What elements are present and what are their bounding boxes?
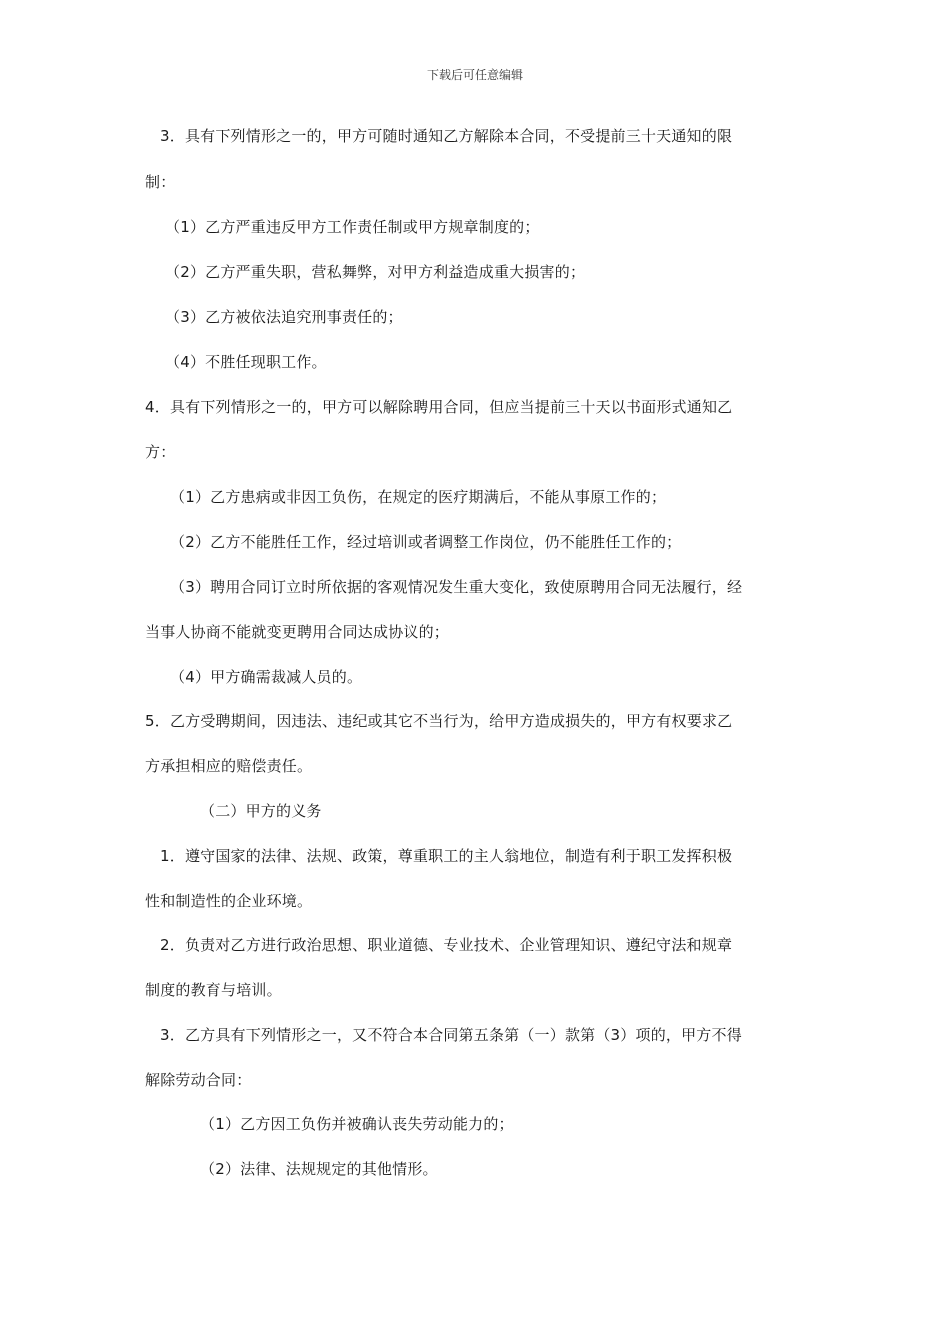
duty-1-line-2: 性和制造性的企业环境。 [145, 892, 313, 910]
clause-5-line-1: 5．乙方受聘期间，因违法、违纪或其它不当行为，给甲方造成损失的，甲方有权要求乙 [145, 712, 733, 730]
duty-1-line-1: 1．遵守国家的法律、法规、政策，尊重职工的主人翁地位，制造有利于职工发挥积极 [160, 847, 733, 865]
clause-4-item-2: （2）乙方不能胜任工作，经过培训或者调整工作岗位，仍不能胜任工作的； [170, 533, 682, 551]
clause-3-line-1: 3．具有下列情形之一的，甲方可随时通知乙方解除本合同，不受提前三十天通知的限 [160, 127, 733, 145]
clause-3-item-2: （2）乙方严重失职，营私舞弊，对甲方利益造成重大损害的； [165, 263, 586, 281]
clause-4-line-1: 4．具有下列情形之一的，甲方可以解除聘用合同，但应当提前三十天以书面形式通知乙 [145, 398, 733, 416]
duty-2-line-2: 制度的教育与培训。 [145, 981, 282, 999]
clause-5-line-2: 方承担相应的赔偿责任。 [145, 757, 313, 775]
clause-3-item-1: （1）乙方严重违反甲方工作责任制或甲方规章制度的； [165, 218, 540, 236]
duty-3-line-1: 3．乙方具有下列情形之一，又不符合本合同第五条第（一）款第（3）项的，甲方不得 [160, 1026, 742, 1044]
page-header: 下载后可任意编辑 [426, 68, 523, 82]
duty-2-line-1: 2．负责对乙方进行政治思想、职业道德、专业技术、企业管理知识、遵纪守法和规章 [160, 936, 733, 954]
clause-4-item-3-line-1: （3）聘用合同订立时所依据的客观情况发生重大变化，致使原聘用合同无法履行，经 [170, 578, 743, 596]
clause-3-item-3: （3）乙方被依法追究刑事责任的； [165, 308, 403, 326]
section-heading: （二）甲方的义务 [200, 802, 322, 820]
clause-4-item-4: （4）甲方确需裁减人员的。 [170, 668, 363, 686]
clause-3-line-2: 制： [145, 173, 176, 191]
clause-4-line-2: 方： [145, 443, 176, 461]
clause-3-item-4: （4）不胜任现职工作。 [165, 353, 327, 371]
duty-3-item-1: （1）乙方因工负伤并被确认丧失劳动能力的； [200, 1115, 514, 1133]
duty-3-line-2: 解除劳动合同： [145, 1071, 252, 1089]
duty-3-item-2: （2）法律、法规规定的其他情形。 [200, 1160, 438, 1178]
clause-4-item-3-line-2: 当事人协商不能就变更聘用合同达成协议的； [145, 623, 450, 641]
clause-4-item-1: （1）乙方患病或非因工负伤，在规定的医疗期满后，不能从事原工作的； [170, 488, 667, 506]
